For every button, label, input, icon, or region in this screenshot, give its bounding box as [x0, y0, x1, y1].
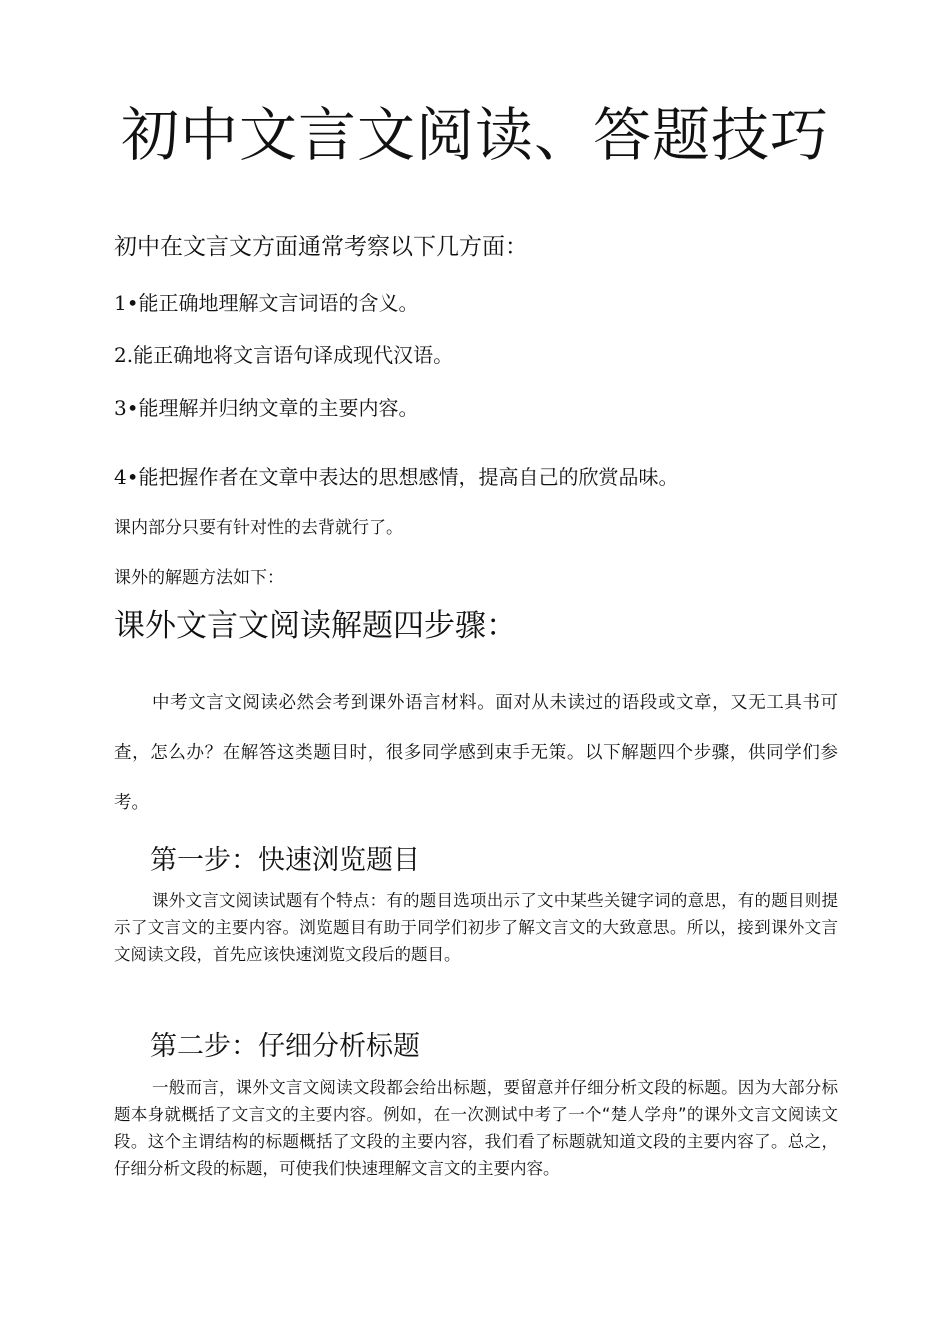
note-inclass: 课内部分只要有针对性的去背就行了。: [114, 518, 403, 538]
step-1-heading: 第一步：快速浏览题目: [150, 845, 420, 876]
step-1-paragraph: 课外文言文阅读试题有个特点：有的题目选项出示了文中某些关键字词的意思，有的题目则提示了文言文的主要内容。浏览题目有助于同学们初步了解文言文的大致意思。所以，接到课外文言文阅读文段，首先应该快速浏览文段后的题目。: [114, 891, 838, 964]
step-2-paragraph: 一般而言，课外文言文阅读文段都会给出标题，要留意并仔细分析文段的标题。因为大部分标题本身就概括了文言文的主要内容。例如，在一次测试中考了一个“楚人学舟”的课外文言文阅读文段。这个主谓结构的标题概括了文段的主要内容，我们看了标题就知道文段的主要内容了。总之，仔细分析文段的标题，可使我们快速理解文言文的主要内容。: [114, 1078, 838, 1178]
note-outclass: 课外的解题方法如下：: [114, 568, 284, 588]
step-2-heading: 第二步：仔细分析标题: [150, 1031, 420, 1062]
document-title: 初中文言文阅读、答题技巧: [120, 101, 829, 169]
requirement-item: 4•能把握作者在文章中表达的思想感情，提高自己的欣赏品味。: [114, 465, 679, 489]
intro-line: 初中在文言文方面通常考察以下几方面：: [114, 234, 528, 260]
requirement-item: 1•能正确地理解文言词语的含义。: [114, 291, 419, 315]
section-intro-paragraph: 中考文言文阅读必然会考到课外语言材料。面对从未读过的语段或文章，又无工具书可查，怎么办？在解答这类题目时，很多同学感到束手无策。以下解题四个步骤，供同学们参考。: [114, 693, 838, 813]
requirement-item: 3•能理解并归纳文章的主要内容。: [114, 396, 419, 420]
requirement-item: 2.能正确地将文言语句译成现代汉语。: [114, 343, 454, 367]
section-title: 课外文言文阅读解题四步骤：: [114, 608, 517, 644]
